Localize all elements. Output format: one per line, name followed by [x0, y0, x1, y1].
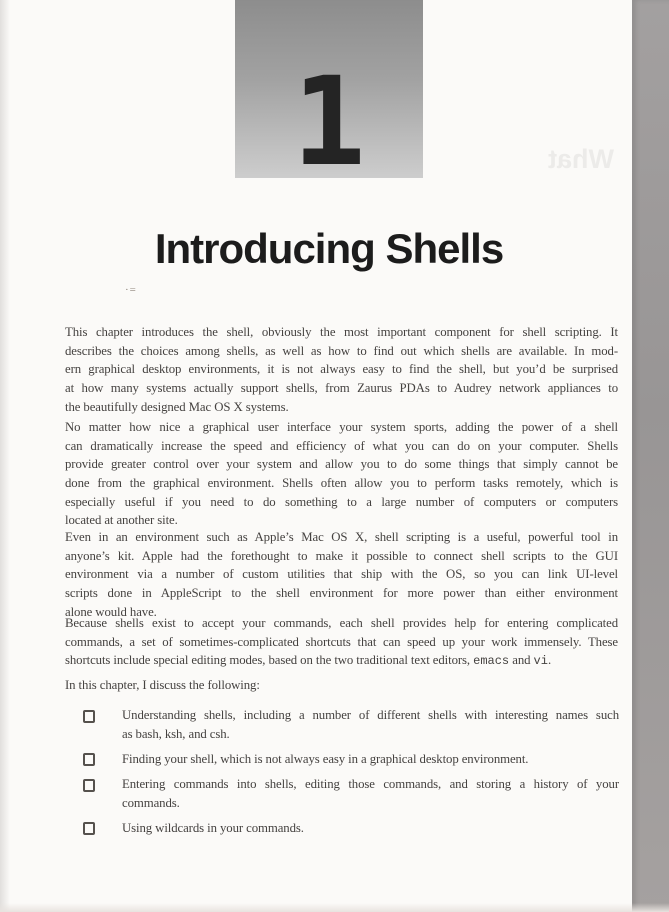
text-segment: commands. — [122, 795, 180, 810]
text-line — [65, 323, 618, 342]
text-segment: located at another site. — [65, 513, 178, 528]
paragraph — [65, 323, 618, 416]
text-line — [65, 528, 618, 547]
page-bottom-edge — [0, 903, 669, 912]
checkbox-bullet-icon — [83, 779, 95, 792]
bullet-item — [65, 775, 619, 812]
chapter-title: Introducing Shells — [154, 225, 504, 272]
text-segment: scripts done in AppleScript to the shell environment for more power than either environment — [65, 586, 618, 601]
text-segment: can dramatically increase the speed and efficiency of what you can do on your computer. Shells — [65, 438, 618, 453]
text-segment: environment via a number of custom utilities that ship with the OS, so you can link UI-level — [65, 567, 618, 582]
bullet-text — [122, 706, 619, 743]
bleedthrough-text: What — [548, 144, 614, 174]
text-segment: This chapter introduces the shell, obviously the most important component for shell scripting. It — [65, 325, 618, 339]
checkbox-bullet-icon — [83, 753, 95, 766]
paragraph — [65, 614, 618, 670]
text-segment: ern graphical desktop environments, it is not always easy to find the shell, but you’d be surprised — [65, 362, 618, 377]
text-segment: and — [509, 653, 534, 668]
text-segment: at how many systems actually support shells, from Zaurus PDAs to Audrey network appliances to — [65, 381, 618, 396]
text-line — [65, 455, 618, 474]
text-line — [65, 360, 618, 379]
bullet-text — [122, 750, 619, 769]
text-line — [122, 775, 619, 794]
intro-line: In this chapter, I discuss the following: — [65, 678, 260, 692]
text-line — [65, 651, 618, 670]
text-segment: Understanding shells, including a number of different shells with interesting names such — [122, 708, 619, 722]
mono-term: vi — [533, 654, 548, 669]
text-segment: No matter how nice a graphical user interface your system sports, adding the power of a shell — [65, 420, 618, 434]
bullet-item — [65, 750, 619, 769]
mono-term: emacs — [473, 654, 510, 669]
text-line — [65, 493, 618, 512]
text-segment: alone would have. — [65, 604, 157, 619]
checkbox-bullet-icon — [83, 710, 95, 723]
page-left-edge — [0, 0, 10, 912]
paragraph — [65, 418, 618, 530]
bullet-item — [65, 819, 619, 838]
text-line — [122, 706, 619, 725]
text-line — [65, 418, 618, 437]
text-line — [65, 584, 618, 603]
text-segment: Even in an environment such as Apple’s Mac OS X, shell scripting is a useful, powerful tool in — [65, 530, 618, 544]
bullet-item — [65, 706, 619, 743]
text-segment: done from the graphical environment. Shells often allow you to perform tasks remotely, which is — [65, 476, 618, 491]
text-segment: Because shells exist to accept your commands, each shell provides help for entering complicated — [65, 616, 618, 630]
text-line — [65, 614, 618, 633]
bullet-text — [122, 819, 619, 838]
text-segment: provide greater control over your system and allow you to do some things that simply cannot be — [65, 457, 618, 472]
scanner-edge-band — [632, 0, 669, 912]
text-line — [65, 379, 618, 398]
text-line — [122, 750, 619, 769]
text-line — [65, 547, 618, 566]
text-line — [122, 819, 619, 838]
text-line — [65, 398, 618, 417]
text-line — [122, 794, 619, 813]
text-line — [65, 474, 618, 493]
text-segment: Using wildcards in your commands. — [122, 820, 304, 835]
text-segment: . — [547, 653, 552, 668]
scan-artifact-mark: ·= — [125, 284, 137, 296]
text-segment: commands, a set of sometimes-complicated shortcuts that can speed up your work immensely. These — [65, 634, 618, 649]
text-line — [122, 725, 619, 744]
text-line — [65, 437, 618, 456]
text-segment: Entering commands into shells, editing those commands, and storing a history of your — [122, 777, 619, 792]
chapter-number: 1 — [292, 50, 366, 193]
text-segment: describes the choices among shells, as well as how to find out which shells are available. In mod- — [65, 343, 618, 358]
text-segment: as bash, ksh, and csh. — [122, 726, 230, 741]
paragraph — [65, 528, 618, 621]
bullet-list — [65, 706, 619, 844]
text-segment: especially useful if you need to do something to a large number of computers or computers — [65, 494, 618, 509]
text-segment: Finding your shell, which is not always easy in a graphical desktop environment. — [122, 751, 529, 766]
text-line — [65, 342, 618, 361]
text-line — [65, 633, 618, 652]
text-segment: anyone’s kit. Apple had the forethought to make it possible to connect shell scripts to the GUI — [65, 548, 618, 563]
text-segment: shortcuts include special editing modes, based on the two traditional text editors, — [65, 653, 474, 668]
chapter-banner — [235, 0, 423, 193]
bullet-text — [122, 775, 619, 812]
checkbox-bullet-icon — [83, 822, 95, 835]
text-line — [65, 565, 618, 584]
text-segment: the beautifully designed Mac OS X systems. — [65, 399, 289, 414]
